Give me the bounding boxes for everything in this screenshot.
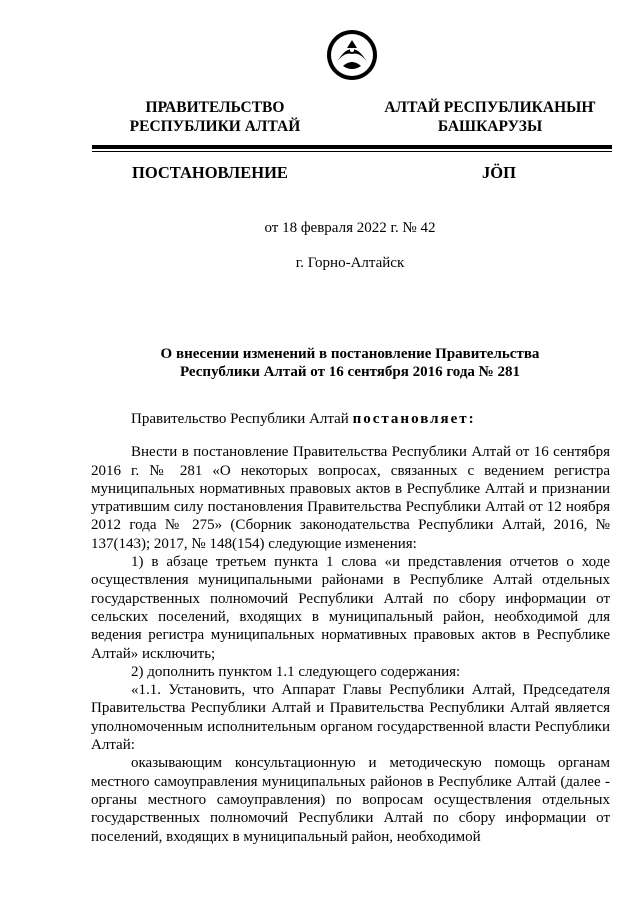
doc-type-alt: JÖП [482, 163, 516, 182]
header-alt-line-1: АЛТАЙ РЕСПУБЛИКАНЫҤ [384, 99, 596, 116]
paragraph: Внести в постановление Правительства Республики Алтай от 16 сентября 2016 г. № 281 «О некоторых вопросах, связанных с ведением регистра муниципальных нормативных правовых актов в Республике Алтай и признании утратившим силу постановления Правительства Республики Алтай от 12 ноября 2012 года № 275» (Сборник законодательства Республики Алтай, 2016, № 137(143); 2017, № 148(154) следующие изменения: [91, 444, 610, 552]
subject-line-1: О внесении изменений в постановление Правительства [160, 346, 540, 362]
preamble-verb: постановляет: [352, 411, 476, 427]
date-number: от 18 февраля 2022 г. № 42 [264, 220, 436, 236]
header-ru-line-2: РЕСПУБЛИКИ АЛТАЙ [129, 118, 301, 135]
paragraph: оказывающим консультационную и методическую помощь органам местного самоуправления муниципальных районов в Республике Алтай (далее - органы местного самоуправления) по вопросам осуществления отдельных государственных полномочий Республики Алтай по сбору информации от поселений, входящих в муниципальный район, необходимой [91, 755, 610, 845]
coat-of-arms-emblem [325, 28, 379, 82]
paragraph: 2) дополнить пунктом 1.1 следующего содержания: [131, 663, 461, 680]
doc-type-ru: ПОСТАНОВЛЕНИЕ [132, 163, 288, 182]
government-header-alt [375, 98, 605, 136]
header-ru-line-1: ПРАВИТЕЛЬСТВО [145, 99, 285, 116]
header-divider-thick [92, 145, 612, 149]
government-header-ru [120, 98, 310, 136]
preamble-text: Правительство Республики Алтай [131, 411, 353, 427]
header-alt-line-2: БАШКАРУЗЫ [437, 118, 543, 135]
document-body [91, 410, 610, 846]
subject-line-2: Республики Алтай от 16 сентября 2016 года № 281 [179, 364, 521, 380]
paragraph: 1) в абзаце третьем пункта 1 слова «и представления отчетов о ходе осуществления муниципальными районами в Республике Алтай отдельных государственных полномочий Республики Алтай по сбору информации от сельских поселений, входящих в муниципальный район, необходимой для ведения регистра муниципальных нормативных правовых актов в Республике Алтай» исключить; [91, 554, 610, 662]
document-subject [100, 345, 600, 381]
header-divider-thin [92, 151, 612, 152]
preamble [91, 410, 610, 428]
city: г. Горно-Алтайск [295, 255, 405, 271]
paragraph: «1.1. Установить, что Аппарат Главы Республики Алтай, Председателя Правительства Республики Алтай и Правительства Республики Алтай является уполномоченным исполнительным органом государственной власти Республики Алтай: [91, 682, 610, 754]
